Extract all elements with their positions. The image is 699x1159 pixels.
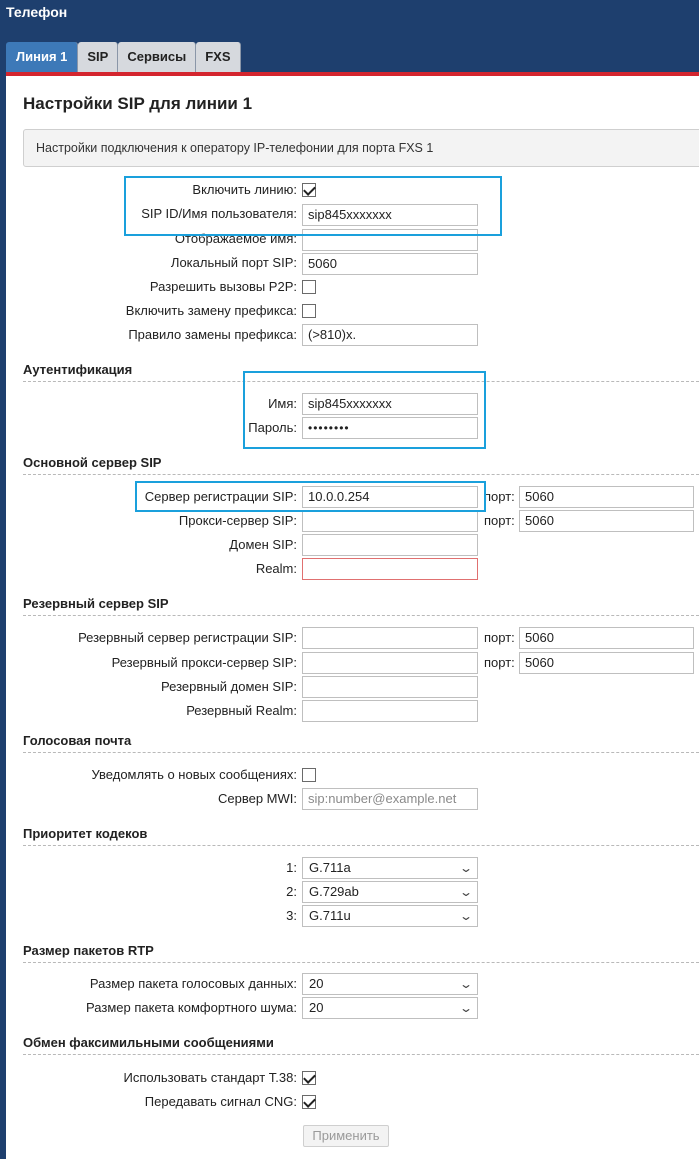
chevron-down-icon: ⌄ bbox=[458, 861, 474, 875]
proxy-label: Прокси-сервер SIP: bbox=[178, 513, 297, 528]
noise-packet-select[interactable] bbox=[302, 997, 478, 1019]
registrar-port-input[interactable]: 5060 bbox=[519, 486, 694, 508]
section-divider bbox=[23, 752, 699, 753]
voice-packet-label: Размер пакета голосовых данных: bbox=[89, 976, 297, 991]
backup-registrar-input[interactable] bbox=[302, 627, 478, 649]
t38-label: Использовать стандарт T.38: bbox=[123, 1070, 297, 1085]
codec-3-value: G.711u bbox=[309, 908, 351, 923]
cng-label: Передавать сигнал CNG: bbox=[144, 1094, 297, 1109]
noise-packet-label: Размер пакета комфортного шума: bbox=[86, 1000, 297, 1015]
section-divider bbox=[23, 845, 699, 846]
section-main-server-title: Основной сервер SIP bbox=[23, 455, 162, 470]
notify-label: Уведомлять о новых сообщениях: bbox=[91, 767, 297, 782]
codec-1-value: G.711a bbox=[309, 860, 351, 875]
backup-realm-input[interactable] bbox=[302, 700, 478, 722]
sip-id-input[interactable]: sip845xxxxxxx bbox=[302, 204, 478, 226]
codec-3-label: 3: bbox=[286, 908, 297, 923]
sip-id-label: SIP ID/Имя пользователя: bbox=[141, 206, 297, 221]
local-port-label: Локальный порт SIP: bbox=[170, 255, 297, 270]
enable-line-label: Включить линию: bbox=[192, 182, 297, 197]
window-title: Телефон bbox=[6, 4, 68, 20]
prefix-rule-input[interactable]: (>810)x. bbox=[302, 324, 478, 346]
codec-3-select[interactable] bbox=[302, 905, 478, 927]
proxy-port-label: порт: bbox=[484, 513, 515, 528]
page-title: Настройки SIP для линии 1 bbox=[23, 94, 253, 113]
backup-registrar-port-input[interactable]: 5060 bbox=[519, 627, 694, 649]
display-name-label: Отображаемое имя: bbox=[174, 231, 297, 246]
backup-domain-input[interactable] bbox=[302, 676, 478, 698]
auth-name-label: Имя: bbox=[268, 396, 297, 411]
proxy-input[interactable] bbox=[302, 510, 478, 532]
prefix-enable-label: Включить замену префикса: bbox=[125, 303, 297, 318]
local-port-input[interactable]: 5060 bbox=[302, 253, 478, 275]
t38-checkbox[interactable] bbox=[302, 1071, 316, 1085]
p2p-checkbox[interactable] bbox=[302, 280, 316, 294]
tab-line-1[interactable]: Линия 1 bbox=[6, 42, 78, 72]
highlight-box-auth bbox=[243, 371, 486, 449]
tab-bar bbox=[6, 42, 241, 72]
prefix-rule-label: Правило замены префикса: bbox=[128, 327, 297, 342]
section-codecs-title: Приоритет кодеков bbox=[23, 826, 148, 841]
voice-packet-select[interactable] bbox=[302, 973, 478, 995]
section-voicemail-title: Голосовая почта bbox=[23, 733, 132, 748]
section-divider bbox=[23, 474, 699, 475]
info-box: Настройки подключения к оператору IP-телефонии для порта FXS 1 bbox=[23, 129, 699, 167]
section-divider bbox=[23, 1054, 699, 1055]
section-divider bbox=[23, 962, 699, 963]
codec-2-label: 2: bbox=[286, 884, 297, 899]
codec-1-select[interactable] bbox=[302, 857, 478, 879]
noise-packet-value: 20 bbox=[309, 1000, 324, 1015]
registrar-port-label: порт: bbox=[484, 489, 515, 504]
section-backup-server-title: Резервный сервер SIP bbox=[23, 596, 169, 611]
tab-services[interactable]: Сервисы bbox=[118, 42, 196, 72]
domain-label: Домен SIP: bbox=[229, 537, 297, 552]
section-divider bbox=[23, 615, 699, 616]
p2p-label: Разрешить вызовы P2P: bbox=[149, 279, 297, 294]
prefix-enable-checkbox[interactable] bbox=[302, 304, 316, 318]
cng-checkbox[interactable] bbox=[302, 1095, 316, 1109]
backup-registrar-label: Резервный сервер регистрации SIP: bbox=[78, 630, 297, 645]
notify-checkbox[interactable] bbox=[302, 768, 316, 782]
chevron-down-icon: ⌄ bbox=[458, 909, 474, 923]
proxy-port-input[interactable]: 5060 bbox=[519, 510, 694, 532]
backup-realm-label: Резервный Realm: bbox=[186, 703, 297, 718]
codec-2-value: G.729ab bbox=[309, 884, 359, 899]
mwi-label: Сервер MWI: bbox=[217, 791, 297, 806]
chevron-down-icon: ⌄ bbox=[458, 885, 474, 899]
mwi-input[interactable]: sip:number@example.net bbox=[302, 788, 478, 810]
registrar-input[interactable]: 10.0.0.254 bbox=[302, 486, 478, 508]
registrar-label: Сервер регистрации SIP: bbox=[144, 489, 297, 504]
password-label: Пароль: bbox=[248, 420, 297, 435]
domain-input[interactable] bbox=[302, 534, 478, 556]
apply-button[interactable]: Применить bbox=[303, 1125, 389, 1147]
section-auth-title: Аутентификация bbox=[23, 362, 133, 377]
highlight-box-line bbox=[124, 176, 502, 236]
backup-proxy-input[interactable] bbox=[302, 652, 478, 674]
backup-proxy-label: Резервный прокси-сервер SIP: bbox=[111, 655, 297, 670]
auth-name-input[interactable]: sip845xxxxxxx bbox=[302, 393, 478, 415]
backup-domain-label: Резервный домен SIP: bbox=[161, 679, 297, 694]
highlight-box-registrar bbox=[135, 481, 486, 512]
backup-proxy-port-label: порт: bbox=[484, 655, 515, 670]
backup-registrar-port-label: порт: bbox=[484, 630, 515, 645]
codec-1-label: 1: bbox=[286, 860, 297, 875]
realm-label: Realm: bbox=[255, 561, 297, 576]
section-fax-title: Обмен факсимильными сообщениями bbox=[23, 1035, 274, 1050]
realm-input[interactable] bbox=[302, 558, 478, 580]
section-rtp-title: Размер пакетов RTP bbox=[23, 943, 154, 958]
chevron-down-icon: ⌄ bbox=[458, 977, 474, 991]
tab-fxs[interactable]: FXS bbox=[196, 42, 240, 72]
backup-proxy-port-input[interactable]: 5060 bbox=[519, 652, 694, 674]
voice-packet-value: 20 bbox=[309, 976, 324, 991]
codec-2-select[interactable] bbox=[302, 881, 478, 903]
chevron-down-icon: ⌄ bbox=[458, 1001, 474, 1015]
tab-sip[interactable]: SIP bbox=[78, 42, 118, 72]
password-input[interactable]: •••••••• bbox=[302, 417, 478, 439]
